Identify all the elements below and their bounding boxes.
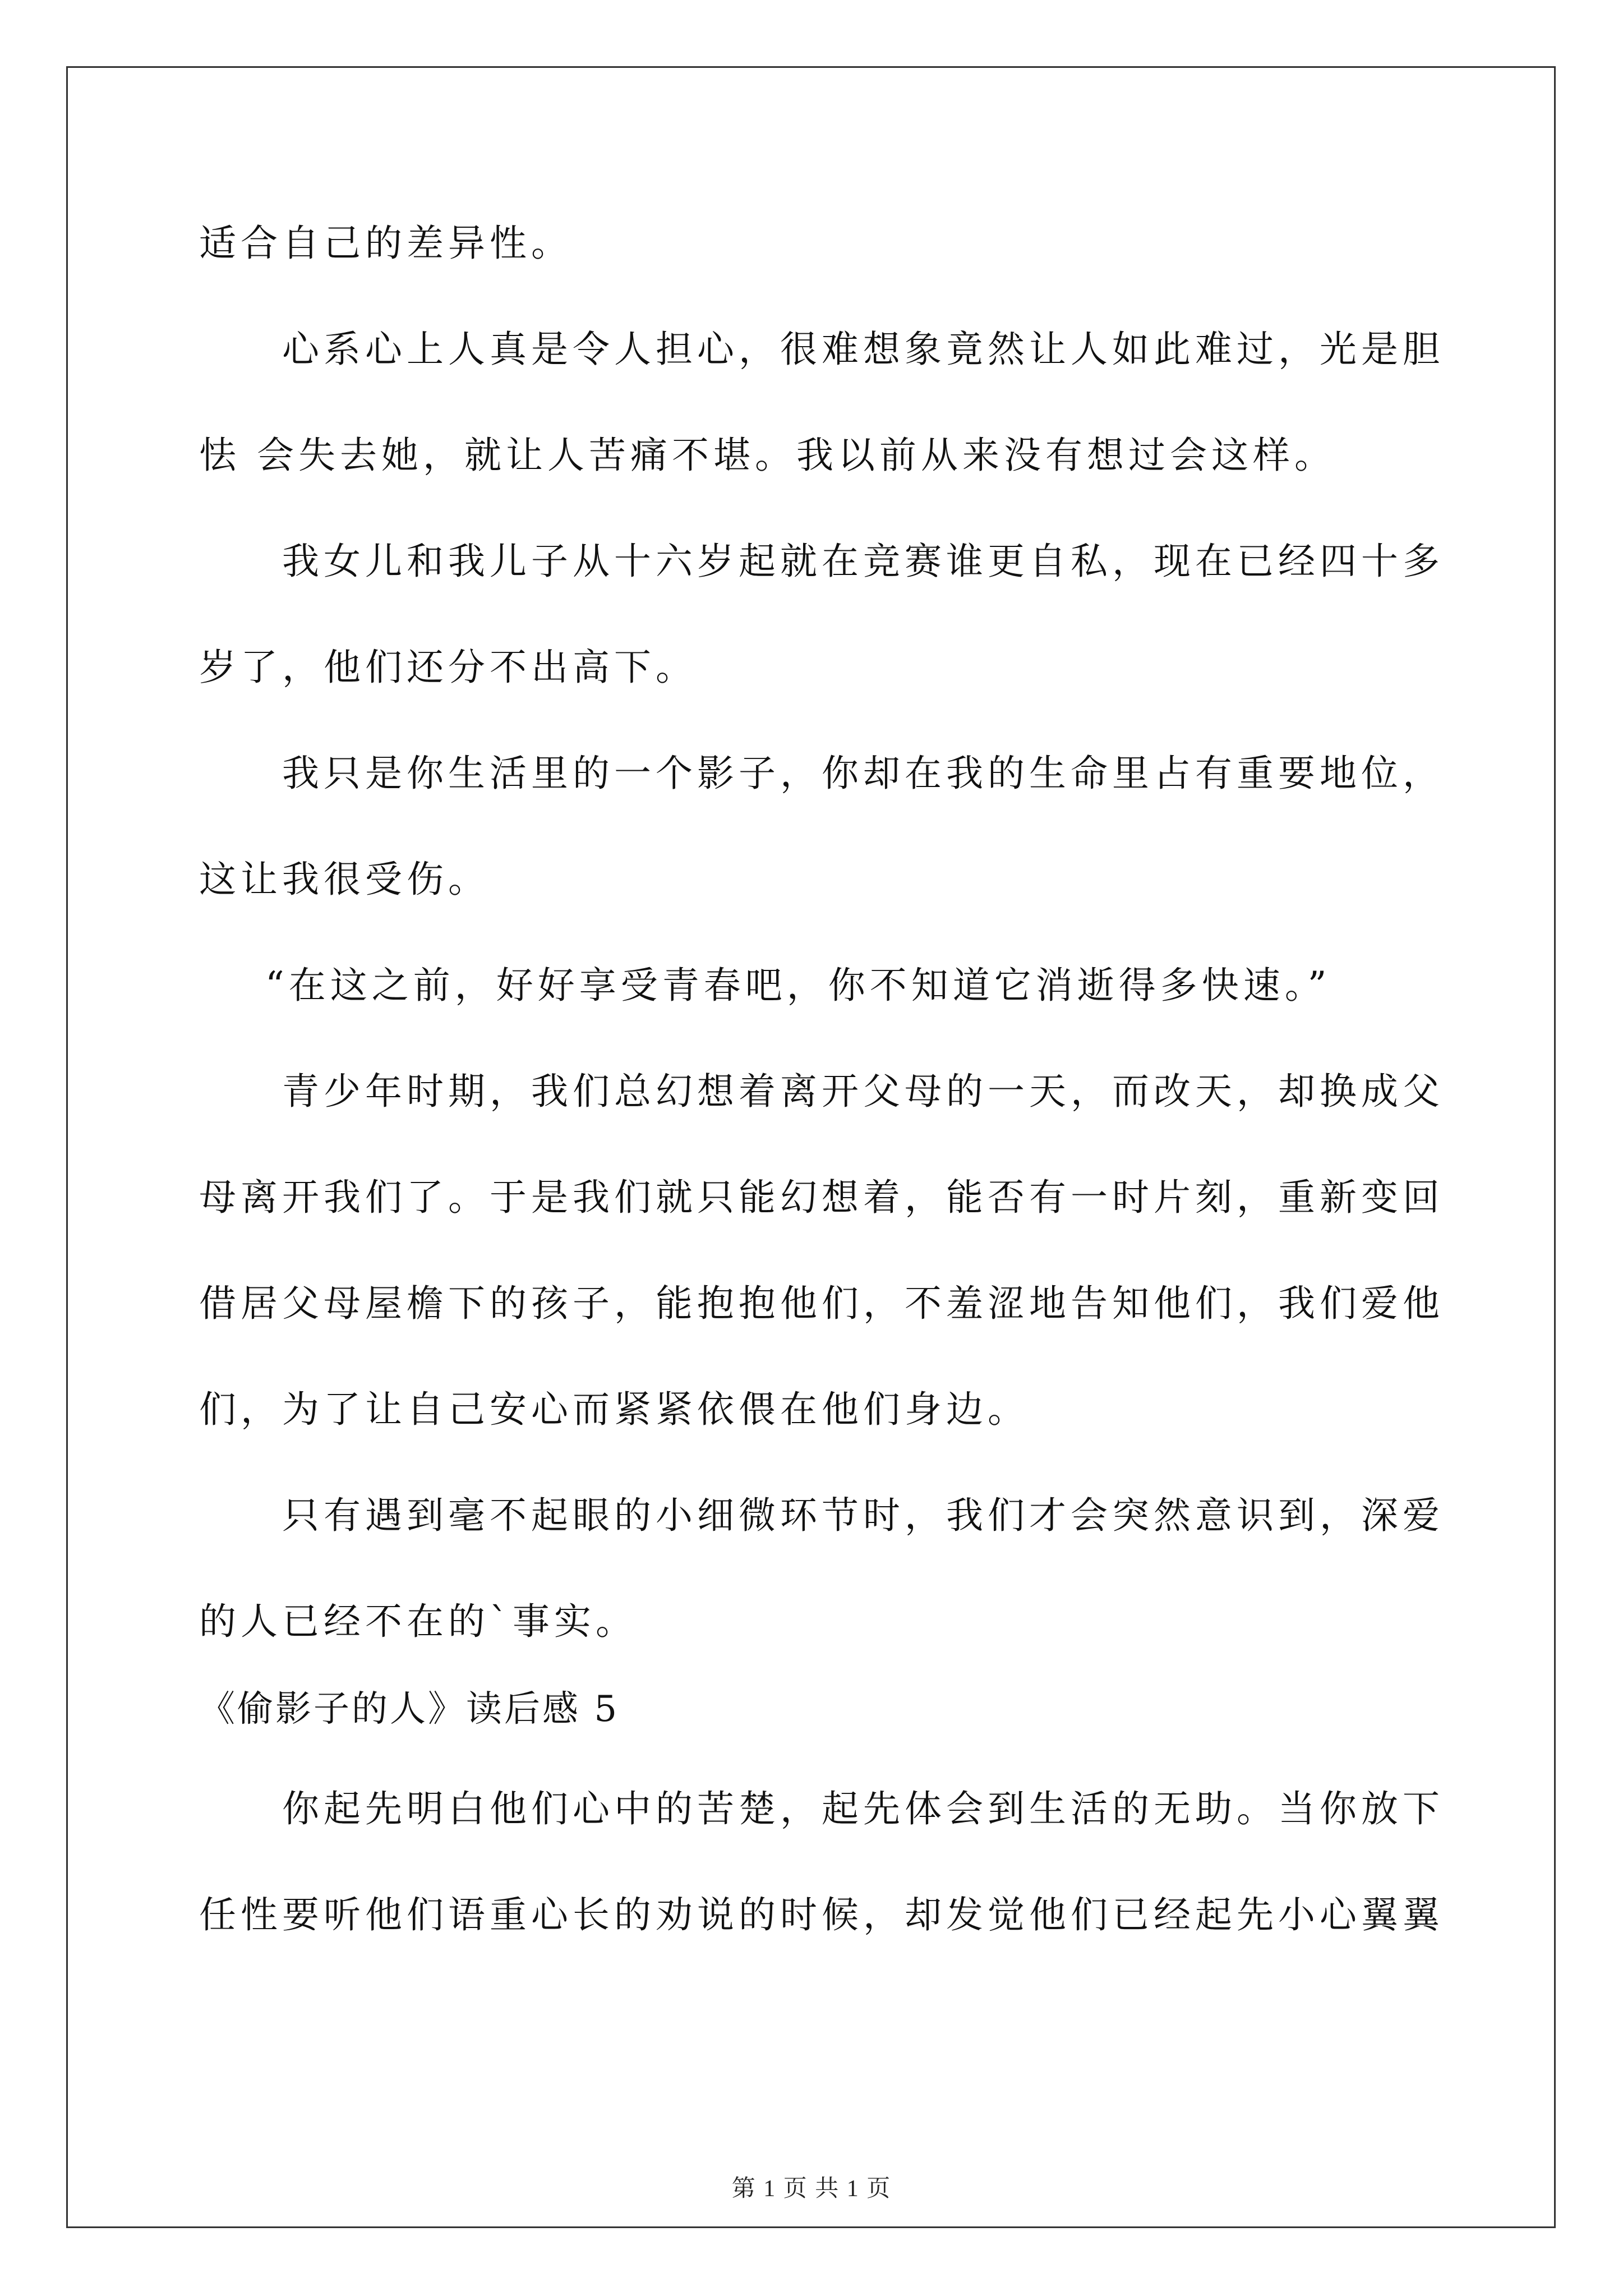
paragraph-line: 母离开我们了。于是我们就只能幻想着，能否有一时片刻，重新变回 (199, 1176, 1444, 1219)
paragraph-line: “在这之前，好好享受青春吧，你不知道它消逝得多快速。” (265, 964, 1331, 1007)
paragraph-line: 我只是你生活里的一个影子，你却在我的生命里占有重要地位， (282, 752, 1444, 795)
paragraph-line: 的人已经不在的`事实。 (199, 1600, 637, 1643)
paragraph-line: 心系心上人真是令人担心，很难想象竟然让人如此难过，光是胆 (282, 328, 1444, 371)
section-heading: 《偷影子的人》读后感 5 (199, 1688, 620, 1730)
paragraph-line: 怯 会失去她，就让人苦痛不堪。我以前从来没有想过会这样。 (199, 434, 1336, 477)
paragraph-line: 借居父母屋檐下的孩子，能抱抱他们，不羞涩地告知他们，我们爱他 (199, 1282, 1444, 1325)
paragraph-line: 你起先明白他们心中的苦楚，起先体会到生活的无助。当你放下 (282, 1787, 1444, 1830)
paragraph-line: 只有遇到毫不起眼的小细微环节时，我们才会突然意识到，深爱 (282, 1494, 1444, 1537)
page-footer: 第 1 页 共 1 页 (731, 2176, 892, 2202)
paragraph-line: 我女儿和我儿子从十六岁起就在竞赛谁更自私，现在已经四十多 (282, 540, 1444, 583)
paragraph-line: 任性要听他们语重心长的劝说的时候，却发觉他们已经起先小心翼翼 (199, 1893, 1444, 1936)
paragraph-line: 青少年时期，我们总幻想着离开父母的一天，而改天，却换成父 (282, 1070, 1444, 1113)
paragraph-line: 这让我很受伤。 (199, 858, 490, 901)
paragraph-line: 岁了，他们还分不出高下。 (199, 646, 697, 689)
document-body (199, 218, 1444, 1940)
paragraph-line: 适合自己的差异性。 (199, 222, 573, 265)
paragraph-line: 们，为了让自己安心而紧紧依偎在他们身边。 (199, 1388, 1029, 1431)
